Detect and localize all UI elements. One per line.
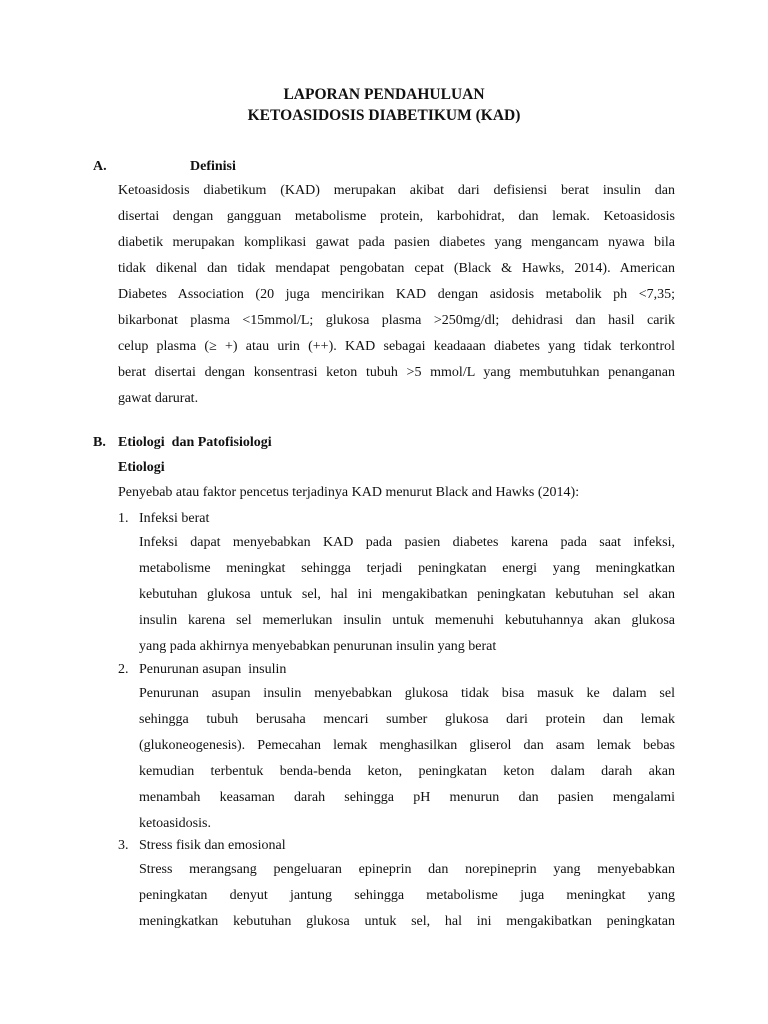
etiologi-subheading: Etiologi (118, 460, 165, 475)
paragraph-line: bikarbonat plasma <15mmol/L; glukosa plasma >250mg/dl; dehidrasi dan hasil carik (118, 313, 675, 328)
paragraph-line: Ketoasidosis diabetikum (KAD) merupakan akibat dari defisiensi berat insulin dan (118, 183, 675, 198)
paragraph-line: insulin karena sel memerlukan insulin untuk memenuhi kebutuhannya akan glukosa (139, 613, 675, 628)
paragraph-line: diabetik merupakan komplikasi gawat pada pasien diabetes yang mengancam nyawa bila (118, 235, 675, 250)
paragraph-line: meningkatkan kebutuhan glukosa untuk sel, hal ini mengakibatkan peningkatan (139, 914, 675, 929)
paragraph-line: metabolisme meningkat sehingga terjadi peningkatan energi yang meningkatkan (139, 561, 675, 576)
paragraph-line: tidak dikenal dan tidak mendapat pengobatan cepat (Black & Hawks, 2014). American (118, 261, 675, 276)
paragraph-line: yang pada akhirnya menyebabkan penurunan insulin yang berat (139, 639, 497, 654)
paragraph-line: disertai dengan gangguan metabolisme protein, karbohidrat, dan lemak. Ketoasidosis (118, 209, 675, 224)
list-item-body (139, 530, 675, 660)
list-item-body (139, 681, 675, 837)
paragraph-line: gawat darurat. (118, 391, 199, 406)
paragraph-line: menambah keasaman darah sehingga pH menurun dan pasien mengalami (139, 790, 675, 805)
paragraph-line: Stress merangsang pengeluaran epineprin dan norepineprin yang menyebabkan (139, 862, 675, 877)
paragraph-line: celup plasma (≥ +) atau urin (++). KAD sebagai keadaaan diabetes yang tidak terkontrol (118, 339, 675, 354)
section-a-heading: Definisi (190, 159, 236, 174)
list-item-body (139, 857, 675, 935)
etiologi-intro: Penyebab atau faktor pencetus terjadinya KAD menurut Black and Hawks (2014): (118, 485, 580, 500)
list-item-number: 3. (118, 838, 129, 853)
paragraph-line: ketoasidosis. (139, 816, 211, 831)
paragraph-line: kebutuhan glukosa untuk sel, hal ini mengakibatkan peningkatan kebutuhan sel akan (139, 587, 675, 602)
document-subtitle: KETOASIDOSIS DIABETIKUM (KAD) (247, 107, 521, 124)
paragraph-line: Diabetes Association (20 juga mencirikan KAD dengan asidosis metabolik ph <7,35; (118, 287, 675, 302)
section-a-paragraph (118, 178, 675, 412)
list-item-title: Stress fisik dan emosional (139, 838, 286, 853)
paragraph-line: sehingga tubuh berusaha mencari sumber glukosa dari protein dan lemak (139, 712, 675, 727)
section-b-letter: B. (93, 435, 106, 450)
list-item-title: Penurunan asupan insulin (139, 662, 287, 677)
paragraph-line: (glukoneogenesis). Pemecahan lemak menghasilkan gliserol dan asam lemak bebas (139, 738, 675, 753)
list-item-number: 1. (118, 511, 129, 526)
list-item-number: 2. (118, 662, 129, 677)
paragraph-line: Infeksi dapat menyebabkan KAD pada pasien diabetes karena pada saat infeksi, (139, 535, 675, 550)
paragraph-line: Penurunan asupan insulin menyebabkan glukosa tidak bisa masuk ke dalam sel (139, 686, 675, 701)
paragraph-line: berat disertai dengan konsentrasi keton tubuh >5 mmol/L yang membutuhkan penanganan (118, 365, 675, 380)
list-item-title: Infeksi berat (139, 511, 210, 526)
paragraph-line: kemudian terbentuk benda-benda keton, peningkatan keton dalam darah akan (139, 764, 675, 779)
section-b-heading: Etiologi dan Patofisiologi (118, 435, 272, 450)
section-a-letter: A. (93, 159, 107, 174)
document-title: LAPORAN PENDAHULUAN (283, 86, 485, 103)
paragraph-line: peningkatan denyut jantung sehingga metabolisme juga meningkat yang (139, 888, 675, 903)
